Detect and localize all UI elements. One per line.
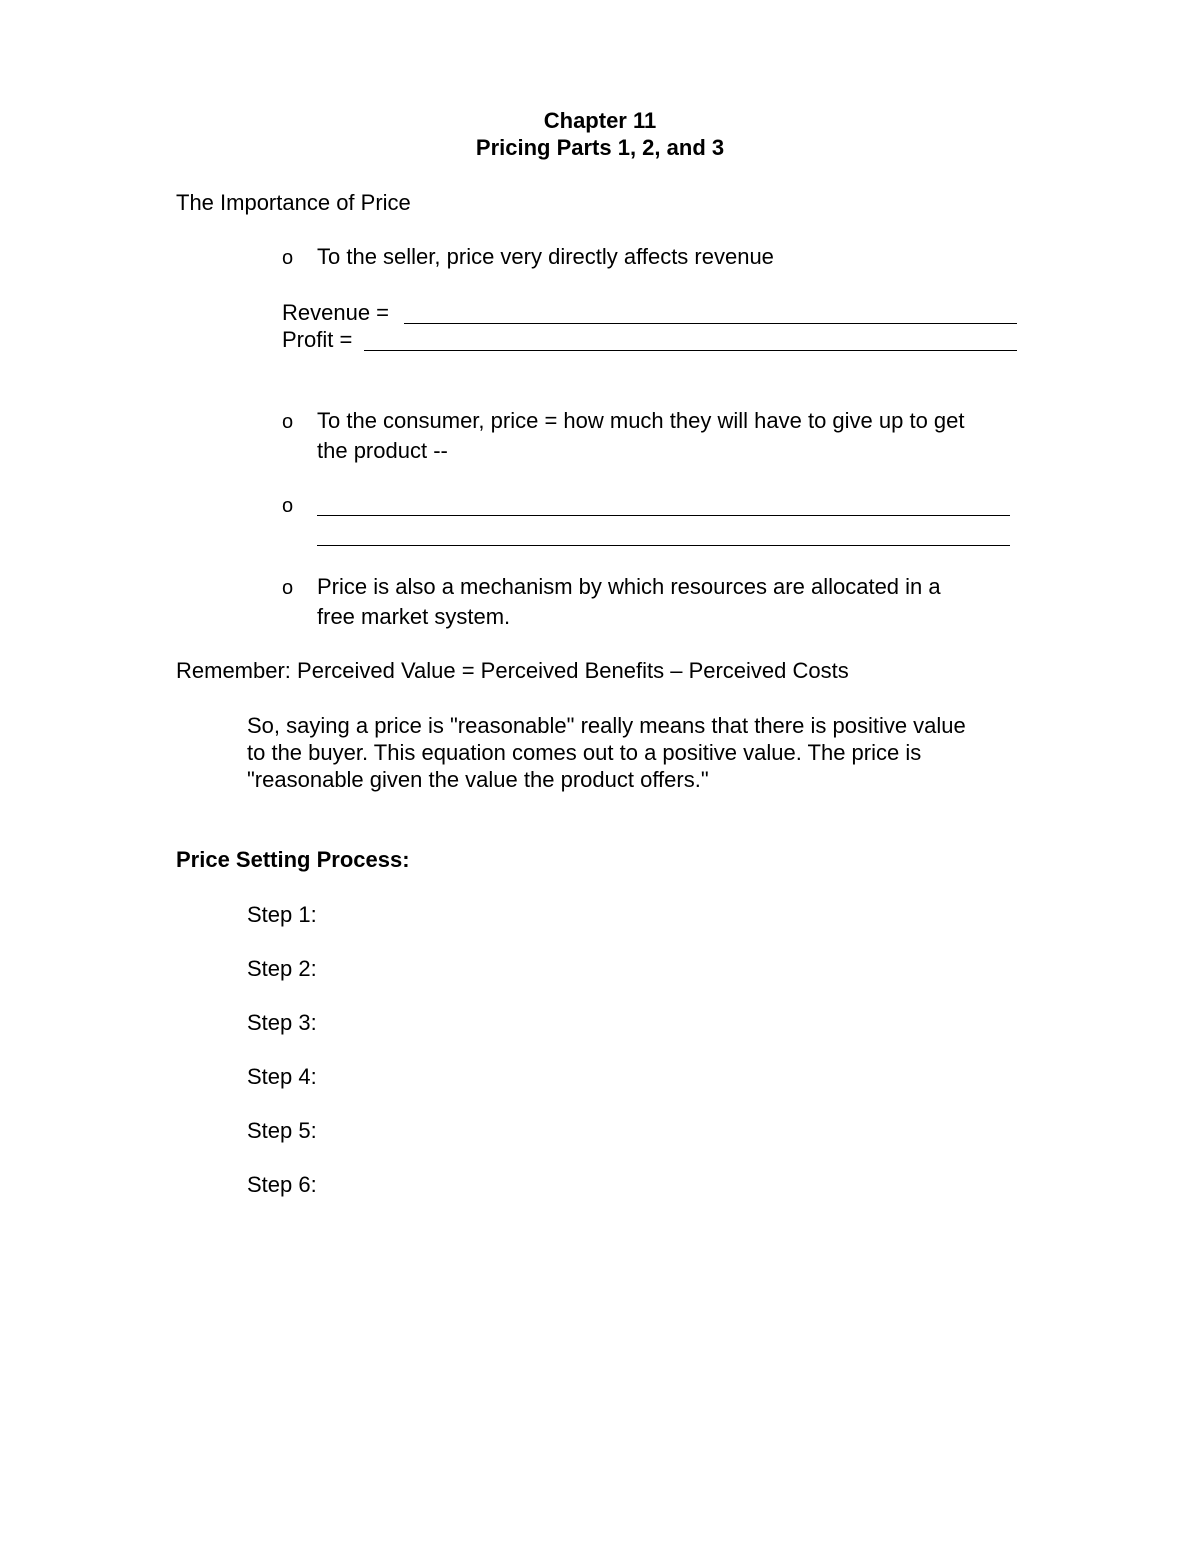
section-heading-process: Price Setting Process: [176, 847, 410, 872]
bullet-marker: o [282, 411, 294, 433]
bullet-marker: o [282, 247, 294, 269]
section-heading-importance: The Importance of Price [176, 190, 411, 215]
bullet-mechanism-line1: Price is also a mechanism by which resources are allocated in a [317, 574, 941, 599]
explanation-line1: So, saying a price is "reasonable" really means that there is positive value [247, 713, 966, 738]
bullet-mechanism-line2: free market system. [317, 604, 511, 629]
step-label: Step 3: [247, 1010, 317, 1035]
bullet-seller: To the seller, price very directly affects revenue [317, 244, 774, 269]
blank-bullet-line-2 [317, 545, 1010, 546]
step-label: Step 2: [247, 956, 317, 981]
bullet-consumer-line1: To the consumer, price = how much they will have to give up to get [317, 408, 965, 433]
profit-blank-line [364, 350, 1017, 351]
bullet-marker: o [282, 495, 294, 517]
bullet-consumer-line2: the product -- [317, 438, 448, 463]
bullet-marker: o [282, 577, 294, 599]
explanation-line3: "reasonable given the value the product offers." [247, 767, 709, 792]
step-label: Step 4: [247, 1064, 317, 1089]
profit-label: Profit = [282, 327, 353, 352]
revenue-label: Revenue = [282, 300, 390, 325]
explanation-line2: to the buyer. This equation comes out to a positive value. The price is [247, 740, 922, 765]
page-title: Chapter 11 [543, 108, 657, 133]
step-label: Step 1: [247, 902, 317, 927]
page-subtitle: Pricing Parts 1, 2, and 3 [475, 135, 725, 160]
blank-bullet-line-1 [317, 515, 1010, 516]
revenue-blank-line [404, 323, 1017, 324]
remember-equation: Remember: Perceived Value = Perceived Benefits – Perceived Costs [176, 658, 849, 683]
step-label: Step 6: [247, 1172, 317, 1197]
step-label: Step 5: [247, 1118, 317, 1143]
